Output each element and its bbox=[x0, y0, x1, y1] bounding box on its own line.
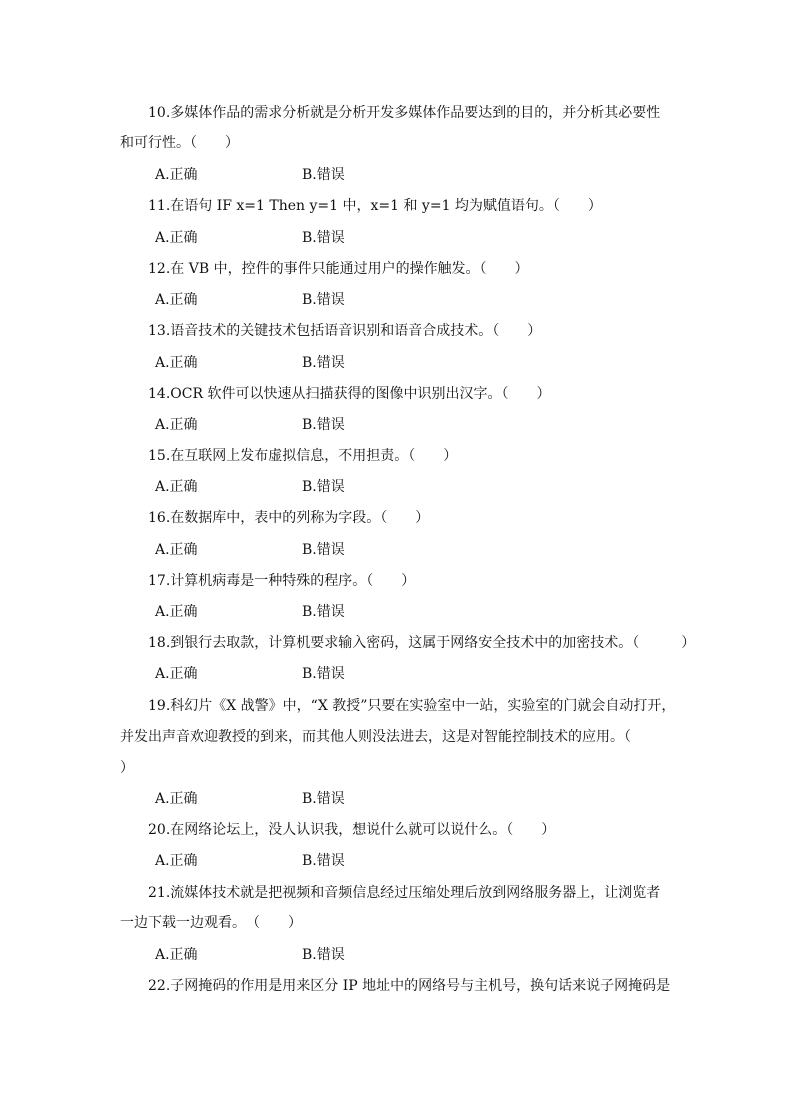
question-16-text: 16.在数据库中，表中的列称为字段。（ ） bbox=[148, 510, 430, 526]
question-10-option-a: A.正确 bbox=[155, 167, 198, 183]
question-17-text: 17.计算机病毒是一种特殊的程序。（ ） bbox=[148, 573, 416, 589]
question-19-option-a: A.正确 bbox=[155, 791, 198, 807]
question-14-option-a: A.正确 bbox=[155, 417, 198, 433]
question-11-text: 11.在语句 IF x=1 Then y=1 中，x=1 和 y=1 均为赋值语句。（ ） bbox=[148, 198, 602, 214]
question-17-option-a: A.正确 bbox=[155, 604, 198, 620]
question-13-text: 13.语音技术的关键技术包括语音识别和语音合成技术。（ ） bbox=[148, 323, 542, 339]
question-15-option-b: B.错误 bbox=[302, 479, 345, 495]
question-18-option-b: B.错误 bbox=[302, 666, 345, 682]
question-18-text: 18.到银行去取款，计算机要求输入密码，这属于网络安全技术中的加密技术。（ ） bbox=[148, 635, 696, 651]
question-22-text: 22.子网掩码的作用是用来区分 IP 地址中的网络号与主机号，换句话来说子网掩码是 bbox=[148, 978, 671, 994]
question-16-option-b: B.错误 bbox=[302, 542, 345, 558]
question-21-option-b: B.错误 bbox=[302, 947, 345, 963]
question-17-option-b: B.错误 bbox=[302, 604, 345, 620]
question-13-option-a: A.正确 bbox=[155, 355, 198, 371]
question-21-text-cont: 一边下载一边观看。 （ ） bbox=[120, 915, 302, 931]
question-19-text-cont: 并发出声音欢迎教授的到来，而其他人则没法进去，这是对智能控制技术的应用。（ bbox=[120, 729, 631, 745]
question-15-option-a: A.正确 bbox=[155, 479, 198, 495]
question-19-text: 19.科幻片《X 战警》中，“X 教授”只要在实验室中一站，实验室的门就会自动打开， bbox=[148, 698, 676, 714]
question-20-option-a: A.正确 bbox=[155, 853, 198, 869]
question-10-option-b: B.错误 bbox=[302, 167, 345, 183]
question-10-text: 10.多媒体作品的需求分析就是分析开发多媒体作品要达到的目的，并分析其必要性 bbox=[148, 105, 661, 121]
question-14-option-b: B.错误 bbox=[302, 417, 345, 433]
question-15-text: 15.在互联网上发布虚拟信息，不用担责。（ ） bbox=[148, 448, 458, 464]
question-20-option-b: B.错误 bbox=[302, 853, 345, 869]
question-16-option-a: A.正确 bbox=[155, 542, 198, 558]
question-21-option-a: A.正确 bbox=[155, 947, 198, 963]
question-12-option-b: B.错误 bbox=[302, 292, 345, 308]
question-10-text-cont: 和可行性。（ ） bbox=[120, 135, 239, 151]
question-11-option-b: B.错误 bbox=[302, 230, 345, 246]
question-11-option-a: A.正确 bbox=[155, 230, 198, 246]
question-20-text: 20.在网络论坛上，没人认识我，想说什么就可以说什么。（ ） bbox=[148, 822, 556, 838]
question-18-option-a: A.正确 bbox=[155, 666, 198, 682]
question-12-option-a: A.正确 bbox=[155, 292, 198, 308]
question-19-option-b: B.错误 bbox=[302, 791, 345, 807]
question-14-text: 14.OCR 软件可以快速从扫描获得的图像中识别出汉字。（ ） bbox=[148, 386, 551, 402]
question-12-text: 12.在 VB 中，控件的事件只能通过用户的操作触发。（ ） bbox=[148, 261, 529, 277]
question-19-text-cont-2: ） bbox=[120, 760, 134, 776]
question-13-option-b: B.错误 bbox=[302, 355, 345, 371]
question-21-text: 21.流媒体技术就是把视频和音频信息经过压缩处理后放到网络服务器上，让浏览者 bbox=[148, 885, 661, 901]
